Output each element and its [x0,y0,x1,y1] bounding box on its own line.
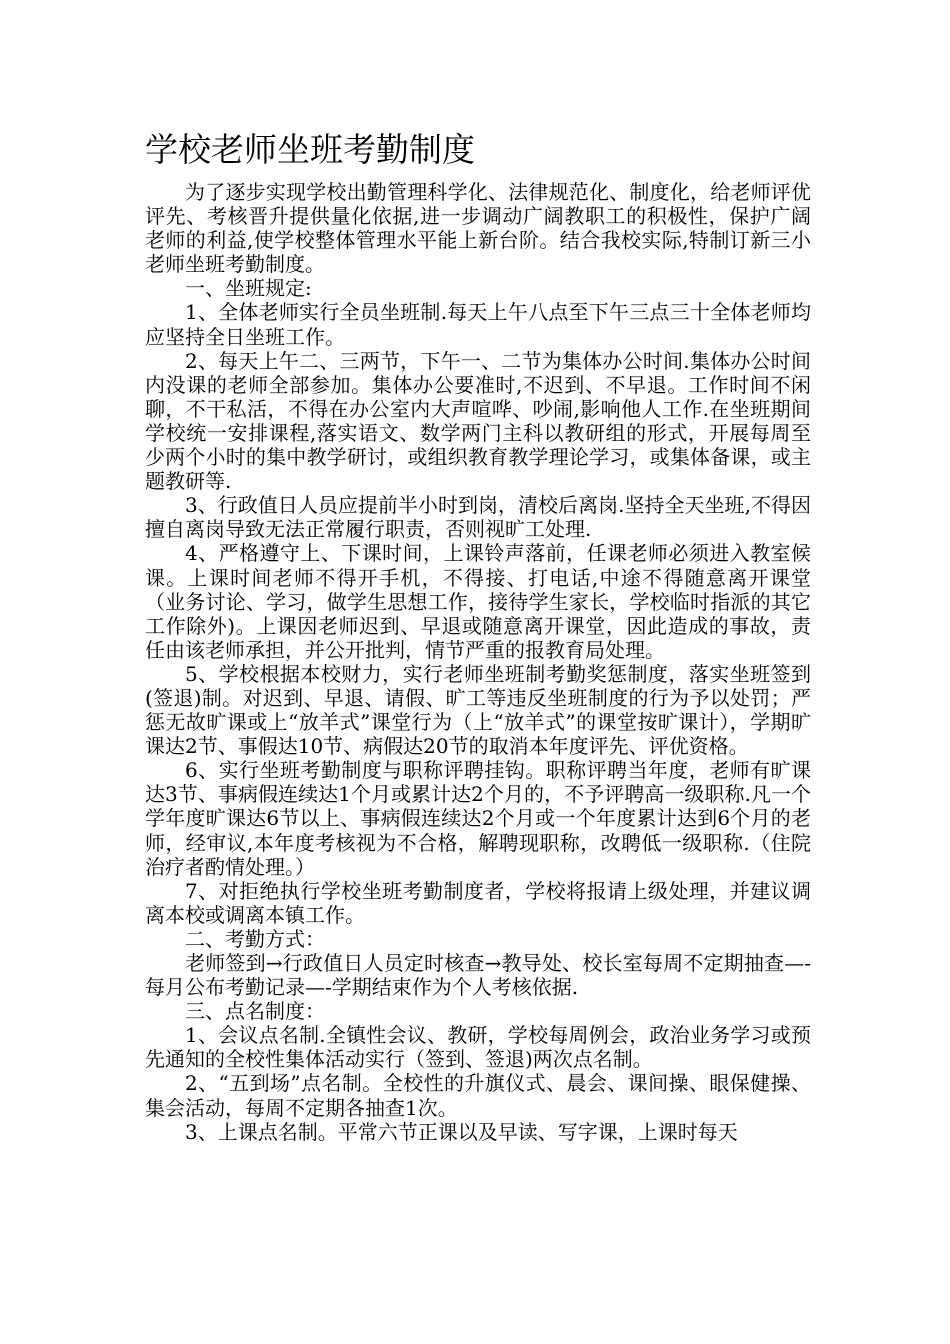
document-page [145,126,811,1144]
paragraph-intro: 为了逐步实现学校出勤管理科学化、法律规范化、制度化，给老师评优评先、考核晋升提供量化依据,进一步调动广阔教职工的积极性，保护广阔老师的利益,使学校整体管理水平能上新台阶。结合我校实际,特制订新三小老师坐班考勤制度。 [145,180,811,277]
section-heading-3: 三、点名制度： [185,999,325,1024]
section-heading-2: 二、考勤方式： [185,926,325,951]
paragraph-rule-3: 3、行政值日人员应提前半小时到岗，清校后离岗.坚持全天坐班,不得因擅自离岗导致无法正常履行职责，否则视旷工处理. [145,493,811,542]
document-title: 学校老师坐班考勤制度 [145,130,475,169]
paragraph-rule-4: 4、严格遵守上、下课时间，上课铃声落前，任课老师必须进入教室候课。上课时间老师不得开手机，不得接、打电话,中途不得随意离开课堂（业务讨论、学习，做学生思想工作，接待学生家长，学校临时指派的其它工作除外)。上课因老师迟到、早退或随意离开课堂，因此造成的事故，责任由该老师承担，并公开批判，情节严重的报教育局处理。 [145,541,811,662]
paragraph-rule-6: 6、实行坐班考勤制度与职称评聘挂钩。职称评聘当年度，老师有旷课达3节、事病假连续达1个月或累计达2个月的，不予评聘高一级职称.凡一个学年度旷课达6节以上、事病假连续达2个月或一个年度累计达到6个月的老师，经审议,本年度考核视为不合格，解聘现职称，改聘低一级职称.（住院治疗者酌情处理。） [145,758,811,879]
paragraph-attendance-method: 老师签到→行政值日人员定时核查→教导处、校长室每周不定期抽查—-每月公布考勤记录—-学期结束作为个人考核依据. [145,951,811,1000]
section-heading-1: 一、坐班规定: [185,276,312,301]
paragraph-rollcall-3: 3、上课点名制。平常六节正课以及早读、写字课，上课时每天 [185,1119,738,1144]
paragraph-rule-7: 7、对拒绝执行学校坐班考勤制度者，学校将报请上级处理，并建议调离本校或调离本镇工作。 [145,878,811,927]
paragraph-rollcall-1: 1、会议点名制.全镇性会议、教研，学校每周例会，政治业务学习或预先通知的全校性集体活动实行（签到、签退)两次点名制。 [145,1023,811,1072]
paragraph-rule-5: 5、学校根据本校财力，实行老师坐班制考勤奖惩制度，落实坐班签到(签退)制。对迟到、早退、请假、旷工等违反坐班制度的行为予以处罚；严惩无故旷课或上“放羊式”课堂行为（上“放羊式”的课堂按旷课计），学期旷课达2节、事假达10节、病假达20节的取消本年度评先、评优资格。 [145,661,811,759]
paragraph-rollcall-2: 2、“五到场”点名制。全校性的升旗仪式、晨会、课间操、眼保健操、集会活动，每周不定期各抽查1次。 [145,1071,811,1120]
paragraph-rule-1: 1、全体老师实行全员坐班制.每天上午八点至下午三点三十全体老师均应坚持全日坐班工作。 [145,300,811,349]
paragraph-rule-2: 2、每天上午二、三两节，下午一、二节为集体办公时间.集体办公时间内没课的老师全部参加。集体办公要准时,不迟到、不早退。工作时间不闲聊，不干私活，不得在办公室内大声喧哗、吵闹,影响他人工作.在坐班期间学校统一安排课程,落实语文、数学两门主科以教研组的形式，开展每周至少两个小时的集中教学研讨，或组织教育教学理论学习，或集体备课，或主题教研等. [145,348,811,494]
